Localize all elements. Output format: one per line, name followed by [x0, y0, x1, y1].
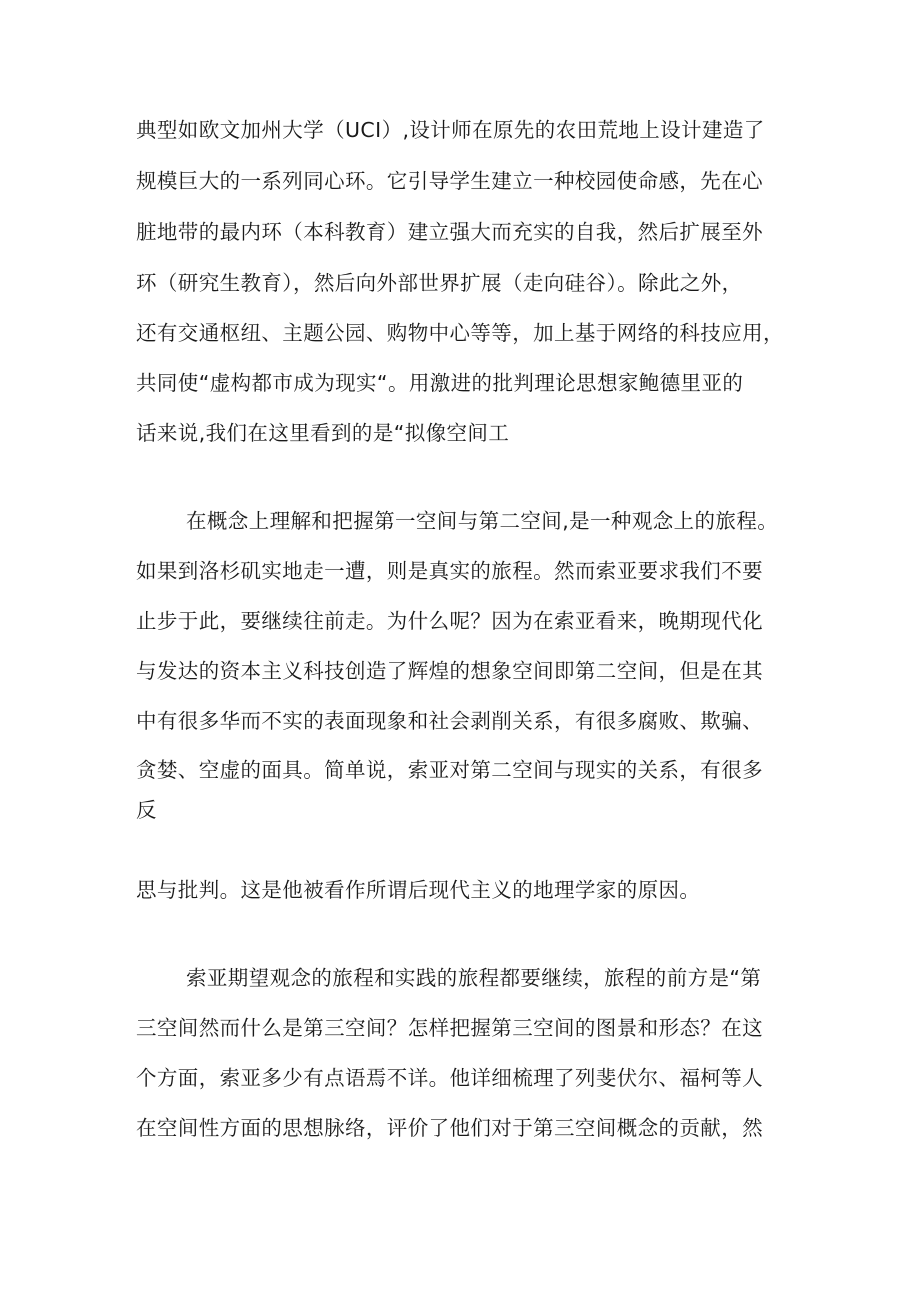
text-line: 在空间性方面的思想脉络，评价了他们对于第三空间概念的贡献，然 [136, 1116, 763, 1140]
text-line: 在概念上理解和把握第一空间与第二空间,是一种观念上的旅程。 [186, 509, 779, 533]
text-line: 脏地带的最内环（本科教育）建立强大而充实的自我，然后扩展至外 [136, 220, 763, 244]
text-line: 个方面，索亚多少有点语焉不详。他详细梳理了列斐伏尔、福柯等人 [136, 1066, 763, 1090]
text-line: 与发达的资本主义科技创造了辉煌的想象空间即第二空间，但是在其 [136, 659, 763, 683]
text-line: 环（研究生教育），然后向外部世界扩展（走向硅谷）。除此之外， [136, 271, 743, 295]
text-line: 中有很多华而不实的表面现象和社会剥削关系，有很多腐败、欺骗、 [136, 709, 763, 733]
text-line: 话来说,我们在这里看到的是“拟像空间工 [136, 421, 510, 445]
text-line: 共同使“虚构都市成为现实“。用激进的批判理论思想家鲍德里亚的 [136, 371, 744, 395]
text-line: 如果到洛杉矶实地走一遭，则是真实的旅程。然而索亚要求我们不要 [136, 559, 763, 583]
text-line: 索亚期望观念的旅程和实践的旅程都要继续，旅程的前方是“第 [186, 966, 762, 990]
text-line: 三空间然而什么是第三空间？怎样把握第三空间的图景和形态？在这 [136, 1016, 763, 1040]
text-line: 贪婪、空虚的面具。简单说，索亚对第二空间与现实的关系，有很多 [136, 758, 763, 782]
text-line: 止步于此，要继续往前走。为什么呢？因为在索亚看来，晚期现代化 [136, 609, 763, 633]
text-line: 反 [136, 798, 157, 822]
text-line: 规模巨大的一系列同心环。它引导学生建立一种校园使命感，先在心 [136, 169, 763, 193]
text-line: 还有交通枢纽、主题公园、购物中心等等，加上基于网络的科技应用， [136, 321, 784, 345]
text-line: 思与批判。这是他被看作所谓后现代主义的地理学家的原因。 [136, 878, 701, 902]
text-line: 典型如欧文加州大学（UCI）,设计师在原先的农田荒地上设计建造了 [136, 118, 765, 142]
